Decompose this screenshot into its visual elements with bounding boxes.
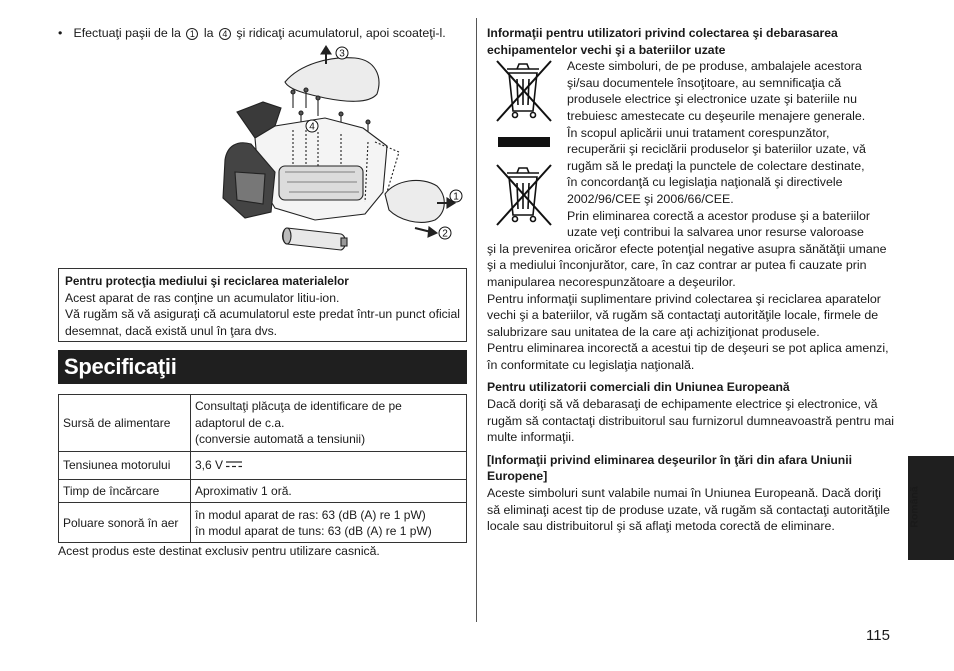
weee-indented-line: recuperării şi reciclării produselor şi bateriilor uzate, vă bbox=[567, 142, 866, 157]
environment-notice-box bbox=[58, 268, 467, 342]
spec-label: Poluare sonoră în aer bbox=[59, 503, 191, 543]
step-2-label: 2 bbox=[442, 228, 448, 240]
specifications-title: Specificaţii bbox=[64, 354, 177, 379]
crossed-bin-icons bbox=[493, 59, 555, 231]
language-label: Română bbox=[908, 486, 921, 528]
battery-shape bbox=[283, 228, 348, 250]
business-heading: Pentru utilizatorii comerciali din Uniunea Europeană bbox=[487, 380, 790, 395]
crossed-bin-icon bbox=[497, 61, 551, 121]
page-number: 115 bbox=[866, 627, 890, 644]
environment-line-1: Acest aparat de ras conţine un acumulator litiu-ion. bbox=[65, 290, 340, 305]
weee-indented-line: Prin eliminarea corectă a acestor produse şi a bateriilor bbox=[567, 208, 871, 223]
step-1-label: 1 bbox=[453, 191, 459, 203]
step-text-middle: la bbox=[203, 26, 214, 40]
table-row bbox=[59, 480, 467, 503]
side-cover-shape bbox=[385, 180, 444, 222]
business-body: Dacă doriţi să vă debarasaţi de echipamente electrice şi electronice, vă rugăm să contactaţi distribuitorul sau furnizorul dumneavoastră pentru mai multe informaţii. bbox=[487, 397, 895, 445]
step-instruction bbox=[58, 25, 478, 42]
weee-section bbox=[487, 58, 897, 241]
step-number-to: 4 bbox=[219, 28, 231, 40]
spec-value: în modul aparat de ras: 63 (dB (A) re 1 pW) în modul aparat de tuns: 63 (dB (A) re 1 pW) bbox=[191, 503, 467, 543]
environment-heading: Pentru protecţia mediului şi reciclarea materialelor bbox=[65, 274, 349, 288]
spec-label: Timp de încărcare bbox=[59, 480, 191, 503]
crossed-bin-battery-icon bbox=[497, 165, 551, 225]
weee-indented-line: 2002/96/CEE şi 2006/66/CEE. bbox=[567, 191, 734, 206]
step-number-from: 1 bbox=[186, 28, 198, 40]
weee-indented-line: Aceste simboluri, de pe produse, ambalajele acestora bbox=[567, 59, 862, 74]
spec-label: Sursă de alimentare bbox=[59, 395, 191, 452]
step-text-after: şi ridicaţi acumulatorul, apoi scoateţi-l. bbox=[236, 26, 446, 40]
weee-paragraph-2: Pentru informaţii suplimentare privind colectarea şi reciclarea aparatelor vechi şi a bateriilor, vă rugăm să contactaţi autorităţile locale, firmele de salubrizare sau unitatea de la care aţi achiziţionat produsele. bbox=[487, 291, 881, 339]
disposal-information bbox=[487, 25, 897, 535]
outside-eu-heading: [Informaţii privind eliminarea deşeurilor în ţări din afara Uniunii Europene] bbox=[487, 452, 853, 484]
step-3-label: 3 bbox=[339, 48, 345, 60]
weee-indented-line: şi/sau documentele însoţitoare, au semnificaţia că bbox=[567, 75, 842, 90]
specifications-table bbox=[58, 394, 467, 543]
spec-value: Aproximativ 1 oră. bbox=[191, 480, 467, 503]
battery-removal-illustration bbox=[215, 42, 477, 264]
weee-indented-line: rugăm să le predaţi la punctele de colectare destinate, bbox=[567, 158, 865, 173]
weee-indented-line: produsele electrice şi electronice uzate şi bateriile nu bbox=[567, 92, 857, 107]
specifications-header-bar bbox=[58, 350, 467, 384]
step-4-label: 4 bbox=[309, 121, 315, 133]
weee-heading: Informaţii pentru utilizatori privind colectarea şi debarasarea echipamentelor vechi şi a bateriilor uzate bbox=[487, 26, 838, 57]
weee-continuation: şi la prevenirea oricăror efecte potenţial negative asupra sănătăţii umane şi a mediului înconjurător, care, în caz contrar ar putea fi cauzate prin manipularea necorespunzătoare a deşeurilor. bbox=[487, 241, 887, 289]
weee-indented-line: trebuiesc amestecate cu deşeurile menajere generale. bbox=[567, 108, 866, 123]
table-row bbox=[59, 395, 467, 452]
top-cover-shape bbox=[285, 58, 379, 102]
weee-indented-line: în concordanţă cu legislaţia naţională şi directivele bbox=[567, 175, 843, 190]
spec-value: Consultaţi plăcuţa de identificare de pe adaptorul de c.a. (conversie automată a tensiunii) bbox=[191, 395, 467, 452]
outside-eu-body: Aceste simboluri sunt valabile numai în Uniunea Europeană. Dacă doriţi să eliminaţi acest tip de produse uzate, vă rugăm să contactaţi autorităţile locale sau distribuitorul şi să aflaţi metoda corectă de eliminare. bbox=[487, 486, 890, 534]
dc-current-icon bbox=[225, 460, 243, 468]
step-text-before: Efectuaţi paşii de la bbox=[73, 26, 181, 40]
weee-indented-line: În scopul aplicării unui tratament corespunzător, bbox=[567, 125, 830, 140]
spec-value: 3,6 V bbox=[191, 452, 467, 480]
table-row bbox=[59, 503, 467, 543]
bullet: • bbox=[58, 26, 63, 40]
black-bar-icon bbox=[498, 137, 550, 147]
household-use-note: Acest produs este destinat exclusiv pentru utilizare casnică. bbox=[58, 544, 380, 558]
weee-indented-line: uzate veţi contribui la salvarea unor resurse valoroase bbox=[567, 225, 864, 240]
table-row bbox=[59, 452, 467, 480]
weee-paragraph-3: Pentru eliminarea incorectă a acestui tip de deşeuri se pot aplica amenzi, în conformitate cu legislaţia naţională. bbox=[487, 341, 889, 372]
column-divider bbox=[476, 18, 477, 622]
spec-label: Tensiunea motorului bbox=[59, 452, 191, 480]
environment-line-2: Vă rugăm să vă asiguraţi că acumulatorul este predat într-un punct oficial desemnat, dacă există unul în ţara dvs. bbox=[65, 307, 460, 338]
